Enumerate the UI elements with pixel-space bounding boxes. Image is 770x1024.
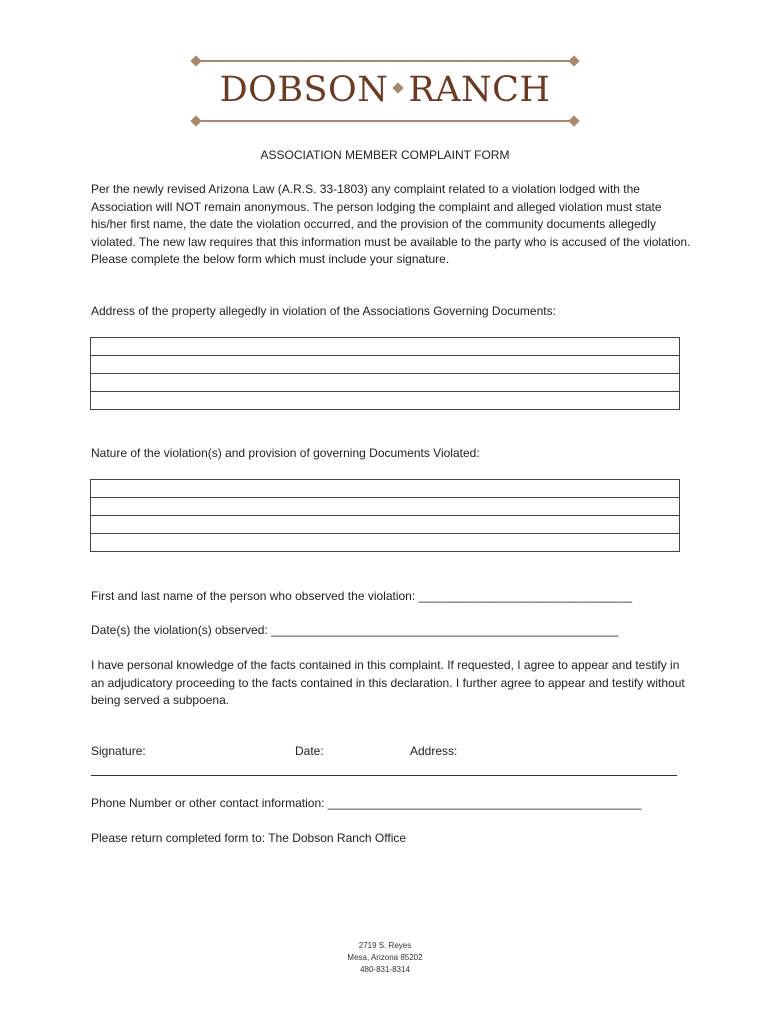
- address-label: Address of the property allegedly in violation of the Associations Governing Documents:: [91, 304, 556, 318]
- nature-field-row-1[interactable]: [91, 480, 679, 498]
- footer-street: 2719 S. Reyes: [358, 941, 412, 950]
- signature-label: Signature:: [91, 744, 146, 758]
- address-field-row-4[interactable]: [91, 392, 679, 409]
- nature-field-row-4[interactable]: [91, 534, 679, 551]
- footer-address-block: [0, 940, 770, 976]
- nature-field-row-2[interactable]: [91, 498, 679, 516]
- footer-phone: 480-831-8314: [360, 965, 410, 974]
- address-field-row-2[interactable]: [91, 356, 679, 374]
- logo-bottom-rule: [196, 120, 574, 122]
- logo-top-rule: [196, 60, 574, 62]
- logo-word-dobson: DOBSON: [219, 70, 389, 110]
- declaration-paragraph: I have personal knowledge of the facts contained in this complaint. If requested, I agree to appear and testify in an adjudicatory proceeding to the facts contained in this declaration. I further agree to appear and testify without being served a subpoena.: [91, 658, 685, 708]
- address-field-row-3[interactable]: [91, 374, 679, 392]
- intro-paragraph: Per the newly revised Arizona Law (A.R.S. 33-1803) any complaint related to a violation lodged with the Association will NOT remain anonymous. The person lodging the complaint and alleged violation must state his/her first name, the date the violation occurred, and the provision of the community documents allegedly violated. The new law requires that this information must be available to the party who is accused of the violation. Please complete the below form which must include your signature.: [91, 182, 691, 267]
- nature-field-table: [90, 479, 680, 552]
- footer-city: Mesa, Arizona 85202: [347, 953, 423, 962]
- signature-line[interactable]: [91, 775, 677, 776]
- logo-wordmark: [192, 70, 578, 110]
- observer-name-field[interactable]: First and last name of the person who observed the violation: ________________________________: [91, 589, 633, 603]
- nature-label: Nature of the violation(s) and provision of governing Documents Violated:: [91, 446, 480, 460]
- diamond-icon: [393, 82, 404, 93]
- address-field-table: [90, 337, 680, 410]
- form-title: ASSOCIATION MEMBER COMPLAINT FORM: [260, 148, 510, 162]
- violation-date-field[interactable]: Date(s) the violation(s) observed: ____________________________________________________: [91, 623, 619, 637]
- date-label: Date:: [295, 744, 324, 758]
- nature-field-row-3[interactable]: [91, 516, 679, 534]
- phone-contact-field[interactable]: Phone Number or other contact information: _______________________________________________: [91, 796, 642, 810]
- dobson-ranch-logo: [192, 60, 578, 122]
- logo-word-ranch: RANCH: [408, 70, 551, 110]
- address-field-row-1[interactable]: [91, 338, 679, 356]
- address-sig-label: Address:: [410, 744, 458, 758]
- return-instructions: Please return completed form to: The Dobson Ranch Office: [91, 831, 407, 845]
